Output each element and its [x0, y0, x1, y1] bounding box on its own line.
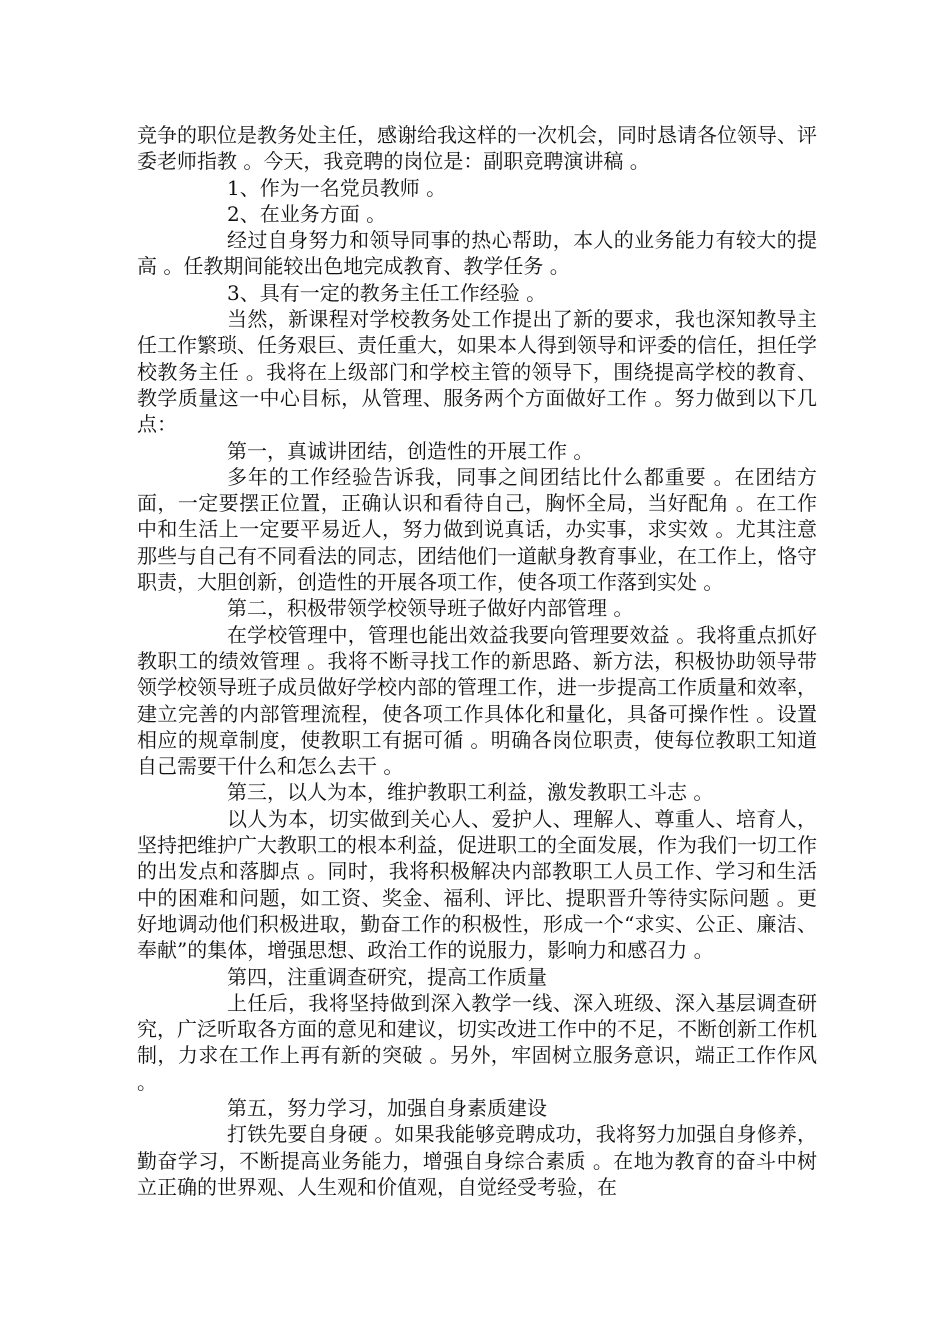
- section-heading: 第二，积极带领学校领导班子做好内部管理 。: [227, 596, 634, 621]
- section-heading: 第五，努力学习，加强自身素质建设: [227, 1095, 547, 1120]
- paragraph: 在学校管理中，管理也能出效益我要向管理要效益 。我将重点抓好教职工的绩效管理 。我将不断寻找工作的新思路、新方法，积极协助领导带领学校领导班子成员做好学校内部的管理工作，进一步提高工作质量和效率，建立完善的内部管理流程，使各项工作具体化和量化，具备可操作性 。设置相应的规章制度，使教职工有据可循 。明确各岗位职责，使每位教职工知道自己需要干什么和怎么去干 。: [137, 622, 817, 779]
- paragraph: 竞争的职位是教务处主任，感谢给我这样的一次机会，同时恳请各位领导、评委老师指教 。今天，我竞聘的岗位是：副职竞聘演讲稿 。: [137, 123, 817, 174]
- numbered-point: 2、在业务方面 。: [227, 201, 387, 226]
- section-heading: 第一，真诚讲团结，创造性的开展工作 。: [227, 438, 594, 463]
- section-heading: 第四，注重调查研究，提高工作质量: [227, 964, 547, 989]
- paragraph: 上任后，我将坚持做到深入教学一线、深入班级、深入基层调查研究，广泛听取各方面的意见和建议，切实改进工作中的不足，不断创新工作机制，力求在工作上再有新的突破 。另外，牢固树立服务意识，端正工作作风 。: [137, 990, 817, 1094]
- paragraph: 以人为本，切实做到关心人、爱护人、理解人、尊重人、培育人，坚持把维护广大教职工的根本利益，促进职工的全面发展，作为我们一切工作的出发点和落脚点 。同时，我将积极解决内部教职工人员工作、学习和生活中的困难和问题，如工资、奖金、福利、评比、提职晋升等待实际问题 。更好地调动他们积极进取，勤奋工作的积极性，形成一个“求实、公正、廉洁、奉献”的集体，增强思想、政治工作的说服力，影响力和感召力 。: [137, 806, 817, 963]
- document-body: [137, 122, 817, 1200]
- paragraph: 多年的工作经验告诉我，同事之间团结比什么都重要 。在团结方面，一定要摆正位置，正确认识和看待自己，胸怀全局，当好配角 。在工作中和生活上一定要平易近人，努力做到说真话，办实事，求实效 。尤其注意那些与自己有不同看法的同志，团结他们一道献身教育事业，在工作上，恪守职责，大胆创新，创造性的开展各项工作，使各项工作落到实处 。: [137, 464, 817, 595]
- section-heading: 第三，以人为本，维护教职工利益，激发教职工斗志 。: [227, 780, 714, 805]
- paragraph: 经过自身努力和领导同事的热心帮助，本人的业务能力有较大的提高 。任教期间能较出色地完成教育、教学任务 。: [137, 228, 817, 279]
- numbered-point: 1、作为一名党员教师 。: [227, 175, 447, 200]
- numbered-point: 3、具有一定的教务主任工作经验 。: [227, 280, 547, 305]
- paragraph: 打铁先要自身硬 。如果我能够竞聘成功，我将努力加强自身修养，勤奋学习，不断提高业务能力，增强自身综合素质 。在地为教育的奋斗中树立正确的世界观、人生观和价值观，自觉经受考验，在: [137, 1122, 817, 1199]
- paragraph: 当然，新课程对学校教务处工作提出了新的要求，我也深知教导主任工作繁琐、任务艰巨、责任重大，如果本人得到领导和评委的信任，担任学校教务主任 。我将在上级部门和学校主管的领导下，围绕提高学校的教育、教学质量这一中心目标，从管理、服务两个方面做好工作 。努力做到以下几点：: [137, 307, 817, 437]
